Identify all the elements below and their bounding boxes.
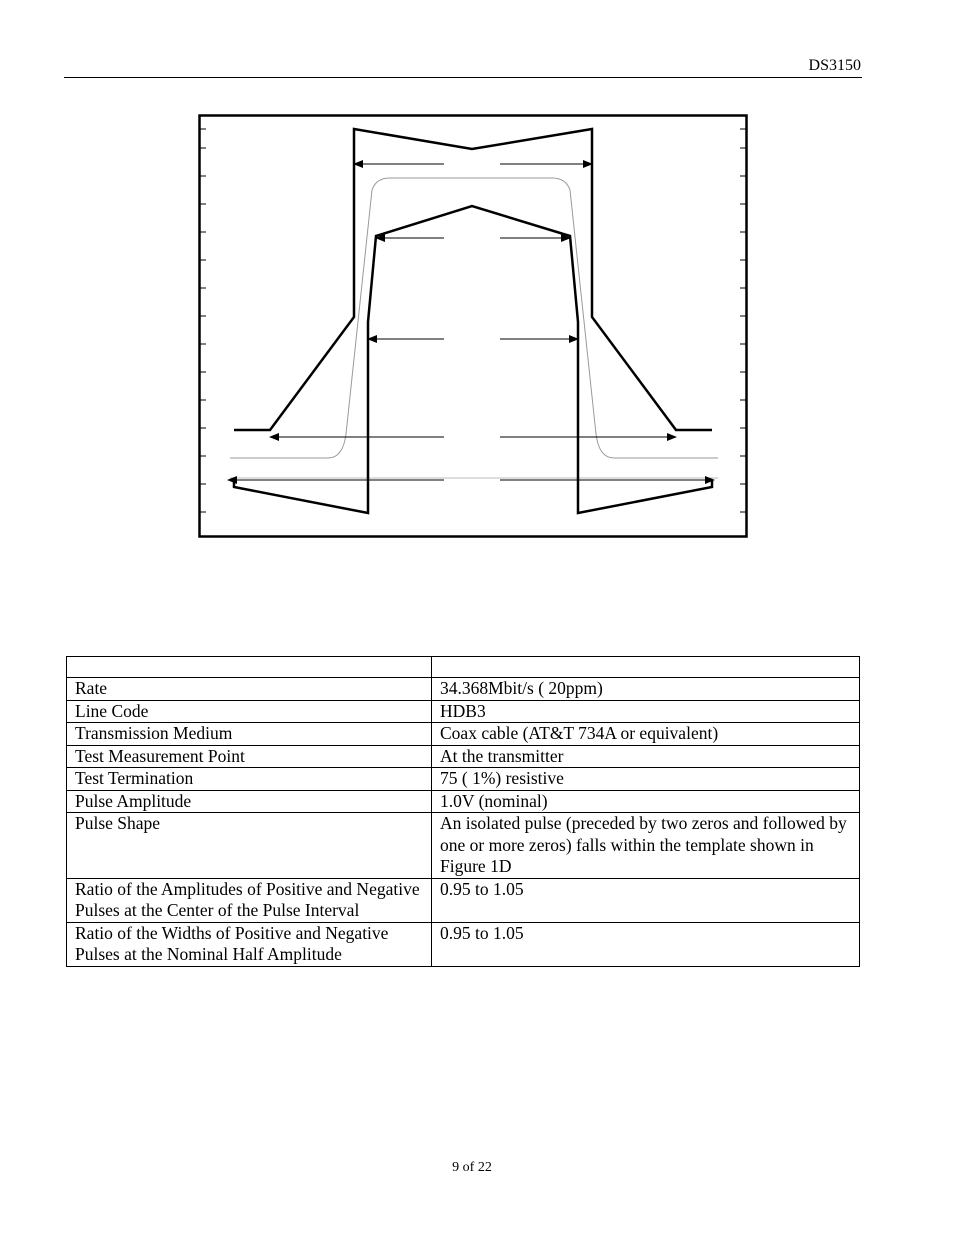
row-value: 75 ( 1%) resistive <box>432 768 860 791</box>
table-row <box>67 723 860 746</box>
row-value: At the transmitter <box>432 745 860 768</box>
row-parameter: Test Termination <box>67 768 432 791</box>
figure-frame <box>200 116 747 537</box>
lower-template-mask <box>234 206 712 513</box>
header-divider <box>64 77 862 78</box>
header-parameter <box>67 657 432 678</box>
table-row <box>67 745 860 768</box>
table-row <box>67 878 860 922</box>
upper-template-mask <box>234 129 712 430</box>
table-row <box>67 922 860 966</box>
row-parameter: Ratio of the Amplitudes of Positive and Negative Pulses at the Center of the Pulse Interval <box>67 878 432 922</box>
row-parameter: Ratio of the Widths of Positive and Negative Pulses at the Nominal Half Amplitude <box>67 922 432 966</box>
row-value: 0.95 to 1.05 <box>432 878 860 922</box>
row-parameter: Line Code <box>67 700 432 723</box>
row-value: 0.95 to 1.05 <box>432 922 860 966</box>
table-row <box>67 813 860 879</box>
header-specification <box>432 657 860 678</box>
row-parameter: Transmission Medium <box>67 723 432 746</box>
table-row <box>67 768 860 791</box>
interface-spec-table <box>66 656 860 967</box>
nominal-pulse-curve <box>230 178 718 458</box>
row-value: An isolated pulse (preceded by two zeros and followed by one or more zeros) falls within the template shown in Figure 1D <box>432 813 860 879</box>
table-row <box>67 790 860 813</box>
table-row <box>67 700 860 723</box>
figure-ticks <box>200 129 746 512</box>
document-id: DS3150 <box>808 57 861 74</box>
dimension-arrows <box>228 164 714 480</box>
row-value: HDB3 <box>432 700 860 723</box>
page-number: 9 of 22 <box>452 1160 492 1175</box>
row-parameter: Rate <box>67 678 432 701</box>
row-parameter: Pulse Shape <box>67 813 432 879</box>
row-value: Coax cable (AT&T 734A or equivalent) <box>432 723 860 746</box>
table-header-row <box>67 657 860 678</box>
row-parameter: Pulse Amplitude <box>67 790 432 813</box>
row-value: 34.368Mbit/s ( 20ppm) <box>432 678 860 701</box>
row-value: 1.0V (nominal) <box>432 790 860 813</box>
pulse-template-figure <box>198 114 748 538</box>
row-parameter: Test Measurement Point <box>67 745 432 768</box>
table-row <box>67 678 860 701</box>
